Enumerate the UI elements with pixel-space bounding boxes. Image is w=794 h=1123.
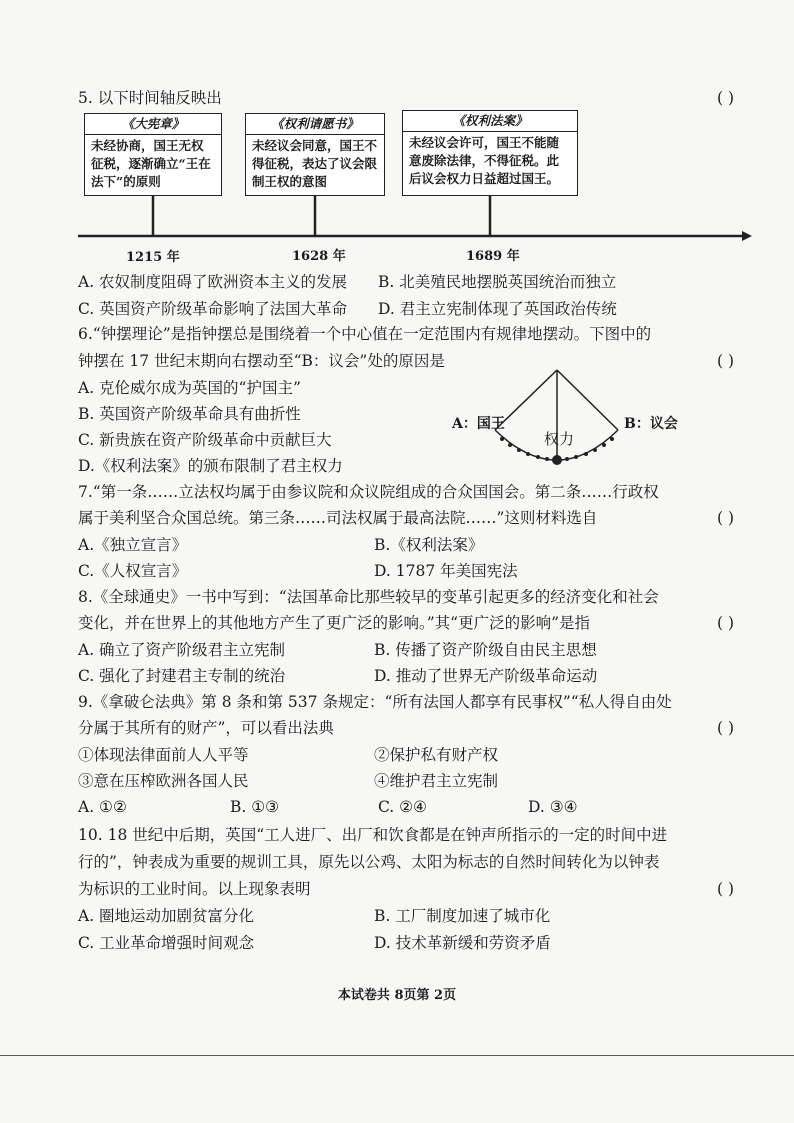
q9-option-c: C. ②④ bbox=[378, 798, 427, 816]
q8-options-row1 bbox=[78, 640, 734, 660]
q10-options-row1 bbox=[78, 906, 734, 926]
q6-stem-line1: 6.“钟摆理论”是指钟摆总是围绕着一个中心值在一定范围内有规律地摆动。下图中的 bbox=[78, 325, 652, 343]
q9-item-4: ④维护君主立宪制 bbox=[374, 772, 499, 790]
q6-option-a: A. 克伦威尔成为英国的“护国主” bbox=[78, 379, 301, 397]
timeline-title: 《大宪章》 bbox=[85, 114, 221, 135]
q10-option-b: B. 工厂制度加速了城市化 bbox=[374, 907, 551, 925]
q5-options-row2 bbox=[78, 299, 734, 319]
q7-stem-line2 bbox=[78, 508, 734, 528]
q6-option-d: D.《权利法案》的颁布限制了君主权力 bbox=[78, 457, 343, 475]
q10-options-row2 bbox=[78, 933, 734, 953]
q8-stem-line2 bbox=[78, 613, 734, 633]
q7-option-d: D. 1787 年美国宪法 bbox=[374, 562, 518, 580]
q7-stem-line1: 7.“第一条……立法权均属于由参议院和众议院组成的合众国国会。第二条……行政权 bbox=[78, 483, 659, 501]
q8-option-b: B. 传播了资产阶级自由民主思想 bbox=[374, 641, 597, 659]
timeline-year: 1689 年 bbox=[466, 249, 520, 264]
q7-option-a: A.《独立宣言》 bbox=[78, 536, 188, 554]
q8-answer-paren: ( ) bbox=[716, 614, 734, 632]
scan-edge-line bbox=[0, 1055, 794, 1056]
q10-answer-paren: ( ) bbox=[716, 880, 734, 898]
q5-option-a: A. 农奴制度阻碍了欧洲资本主义的发展 bbox=[78, 273, 348, 291]
q6-answer-paren: ( ) bbox=[716, 352, 734, 370]
pendulum-center-label: 权力 bbox=[544, 430, 575, 448]
q9-option-a: A. ①② bbox=[78, 798, 127, 816]
timeline-title: 《权利法案》 bbox=[403, 111, 577, 132]
q8-stem-line1: 8.《全球通史》一书中写到：“法国革命比那些较早的变革引起更多的经济变化和社会 bbox=[78, 588, 659, 606]
q5-answer-paren: ( ) bbox=[716, 89, 734, 107]
q10-option-a: A. 圈地运动加剧贫富分化 bbox=[78, 907, 255, 925]
q8-option-a: A. 确立了资产阶级君主立宪制 bbox=[78, 641, 286, 659]
timeline-title: 《权利请愿书》 bbox=[246, 114, 384, 135]
q9-stem-line1: 9.《拿破仑法典》第 8 条和第 537 条规定：“所有法国人都享有民事权”“私人得自由处 bbox=[78, 693, 672, 711]
q6-stem: 钟摆在 17 世纪末期向右摆动至“B：议会”处的原因是 bbox=[78, 352, 445, 370]
q9-options-row bbox=[78, 797, 734, 817]
pendulum-right-label: B：议会 bbox=[624, 416, 678, 432]
timeline-text: 未经协商，国王无权征税，逐渐确立“王在法下”的原则 bbox=[91, 138, 211, 189]
pendulum-bob bbox=[552, 455, 562, 465]
timeline-text: 未经议会许可，国王不能随意废除法律，不得征税。此后议会权力日益超过国王。 bbox=[409, 135, 560, 186]
q9-answer-paren: ( ) bbox=[716, 719, 734, 737]
q10-stem-line2: 行的”，钟表成为重要的规训工具，原先以公鸡、太阳为标志的自然时间转化为以钟表 bbox=[78, 853, 660, 871]
q7-option-b: B.《权利法案》 bbox=[374, 536, 484, 554]
q9-option-d: D. ③④ bbox=[528, 798, 578, 816]
q5-option-d: D. 君主立宪制体现了英国政治传统 bbox=[378, 300, 617, 318]
q6-option-b: B. 英国资产阶级革命具有曲折性 bbox=[78, 405, 301, 423]
q7-stem: 属于美利坚合众国总统。第三条……司法权属于最高法院……”这则材料选自 bbox=[78, 509, 598, 527]
q9-stem: 分属于其所有的财产”，可以看出法典 bbox=[78, 719, 334, 737]
q9-option-b: B. ①③ bbox=[230, 798, 280, 816]
q10-option-d: D. 技术革新缓和劳资矛盾 bbox=[374, 934, 551, 952]
q5-options-row1 bbox=[78, 272, 734, 292]
q9-item-1: ①体现法律面前人人平等 bbox=[78, 746, 249, 764]
page-footer: 本试卷共 8页第 2页 bbox=[337, 988, 457, 1003]
q9-stem-line2 bbox=[78, 718, 734, 738]
q8-option-c: C. 强化了封建君主专制的统治 bbox=[78, 667, 286, 685]
q10-option-c: C. 工业革命增强时间观念 bbox=[78, 934, 255, 952]
q7-option-c: C.《人权宣言》 bbox=[78, 562, 188, 580]
timeline-axis bbox=[0, 0, 794, 260]
q7-answer-paren: ( ) bbox=[716, 509, 734, 527]
q9-item-3: ③意在压榨欧洲各国人民 bbox=[78, 772, 249, 790]
q9-item-2: ②保护私有财产权 bbox=[374, 746, 499, 764]
pendulum-left-label: A：国王 bbox=[452, 416, 505, 432]
q9-items-row1 bbox=[78, 745, 734, 765]
q8-options-row2 bbox=[78, 666, 734, 686]
q5-option-b: B. 北美殖民地摆脱英国统治而独立 bbox=[378, 273, 617, 291]
q10-stem: 为标识的工业时间。以上现象表明 bbox=[78, 880, 311, 898]
q10-stem-line1: 10. 18 世纪中后期，英国“工人进厂、出厂和饮食都是在钟声所指示的一定的时间中进 bbox=[78, 826, 668, 844]
q6-option-c: C. 新贵族在资产阶级革命中贡献巨大 bbox=[78, 431, 332, 449]
q8-stem: 变化，并在世界上的其他地方产生了更广泛的影响。”其“更广泛的影响”是指 bbox=[78, 614, 591, 632]
q10-stem-line3 bbox=[78, 879, 734, 899]
q8-option-d: D. 推动了世界无产阶级革命运动 bbox=[374, 667, 598, 685]
timeline-year: 1215 年 bbox=[126, 250, 180, 265]
q5-option-c: C. 英国资产阶级革命影响了法国大革命 bbox=[78, 300, 348, 318]
q7-options-row2 bbox=[78, 561, 734, 581]
q9-items-row2 bbox=[78, 771, 734, 791]
timeline-text: 未经议会同意，国王不得征税，表达了议会限制王权的意图 bbox=[252, 138, 378, 189]
q7-options-row1 bbox=[78, 535, 734, 555]
q5-stem: 5. 以下时间轴反映出 bbox=[78, 89, 222, 107]
timeline-year: 1628 年 bbox=[292, 249, 346, 264]
